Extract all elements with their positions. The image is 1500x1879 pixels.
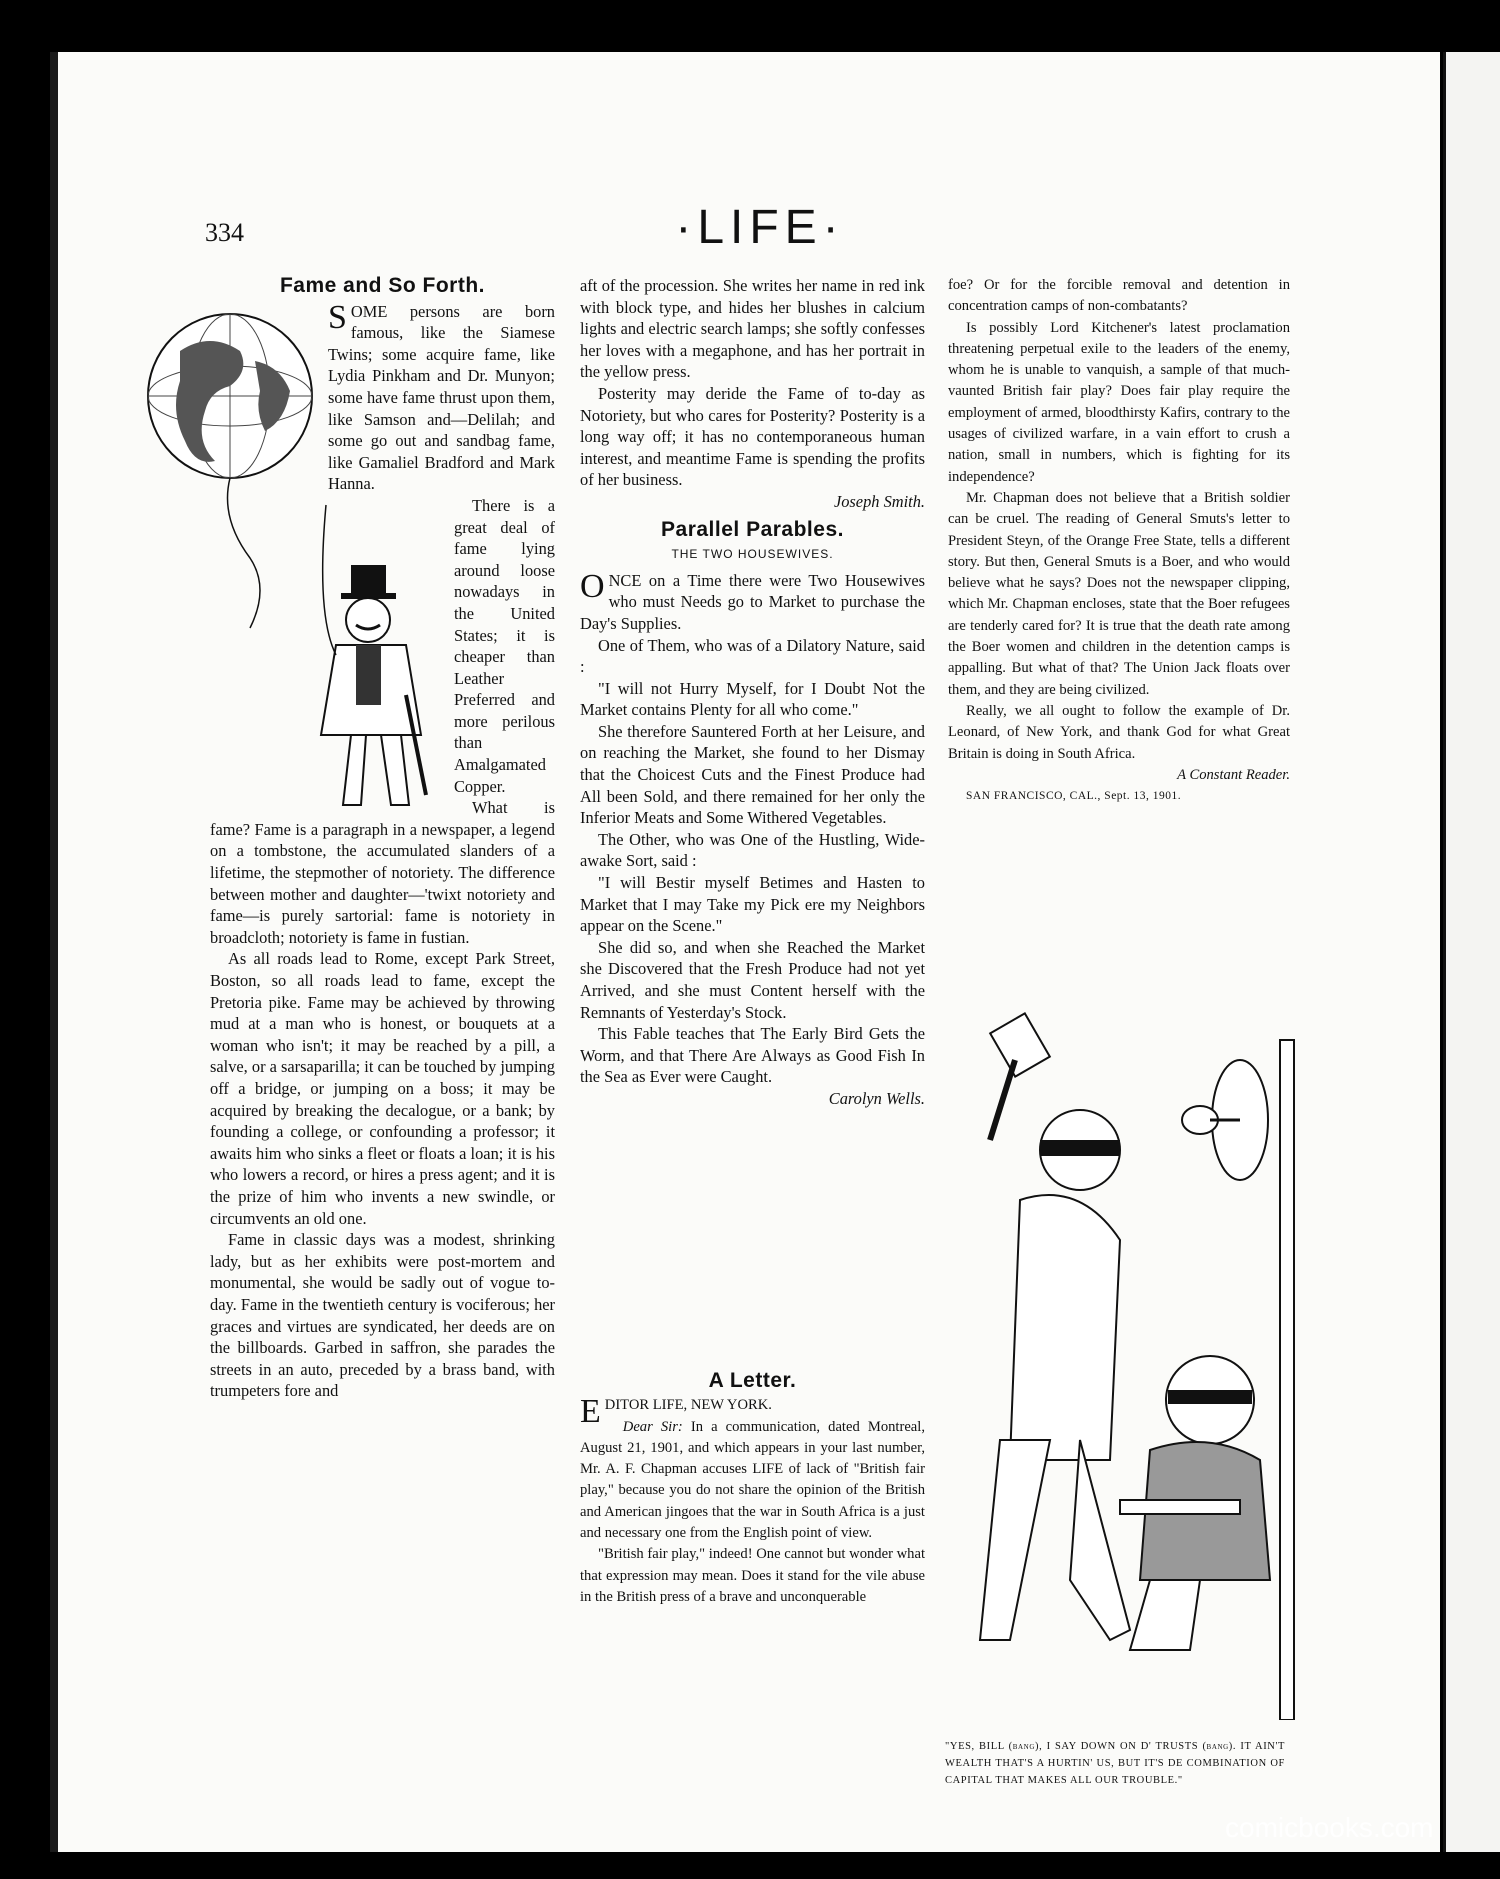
globe-balloon-illustration xyxy=(140,301,320,641)
parables-paragraph-4: She therefore Sauntered Forth at her Leisure, and on reaching the Market, she found to her Dismay that the Choicest Cuts and the Finest Produce had All been Sold, and there remained for her only the Inferior Meats and Some Withered Vegetables. xyxy=(580,721,925,828)
letter-paragraph-2: "British fair play," indeed! One cannot but wonder what that expression may mean. Does it stand for the vile abuse in the British press of a brave and unconquerable xyxy=(580,1546,925,1605)
article-title-parables: Parallel Parables. xyxy=(661,517,844,541)
dropcap-s: S xyxy=(328,298,347,336)
dropcap-e: E xyxy=(580,1393,601,1431)
column-2 xyxy=(580,275,925,1110)
parables-paragraph-2: One of Them, who was of a Dilatory Nature, said : xyxy=(580,635,925,677)
column-3 xyxy=(948,275,1290,807)
page-binding-edge xyxy=(50,52,58,1852)
letter-paragraph-5: Mr. Chapman does not believe that a British soldier can be cruel. The reading of General Smuts's letter to President Steyn, of the Orange Free State, tells a different story. But then, General Smuts is a Boer, and who would believe what he says? Does not the newspaper clipping, which Mr. Chapman encloses, state that the Boer refugees are tenderly cared for? It is true that the death rate among the Boer women and children in the detention camps is appalling. But what of that? The Union Jack floats over them, and they are being civilized. xyxy=(948,489,1290,698)
letter-signature: A Constant Reader. xyxy=(1177,766,1290,783)
parables-signature: Carolyn Wells. xyxy=(828,1088,925,1108)
letter-paragraph-4: Is possibly Lord Kitchener's latest proclamation threatening perpetual exile to the leaders of the enemy, whom he is unable to vanquish, a sample of that much-vaunted British fair play? Does fair play require the employment of armed, bloodthirsty Kafirs, contrary to the usages of civilized warfare, in a vain effort to crush a nation, small in numbers, which is fighting for its independence? xyxy=(948,319,1290,485)
article-title-fame: Fame and So Forth. xyxy=(279,274,485,297)
column-1 xyxy=(210,275,555,1402)
site-watermark: comicbooks.com xyxy=(1225,1812,1434,1843)
parables-paragraph-5: The Other, who was One of the Hustling, Wide-awake Sort, said : xyxy=(580,829,925,871)
parables-paragraph-8: This Fable teaches that The Early Bird Gets the Worm, and that There Are Always as Good Fish In the Sea as Ever were Caught. xyxy=(580,1024,925,1087)
fame-paragraph-1: OME persons are born famous, like the Siamese Twins; some acquire fame, like Lydia Pinkham and Dr. Munyon; some have fame thrust upon them, like Samson and—Delilah; and some go out and sandbag fame, like Gamaliel Bradford and Mark Hanna. xyxy=(328,301,555,494)
parables-paragraph-1: NCE on a Time there were Two Housewives who must Needs go to Market to purchase the Day's Supplies. xyxy=(580,570,925,633)
dropcap-o: O xyxy=(580,567,605,605)
letter-paragraph-1: In a communication, dated Montreal, August 21, 1901, and which appears in your last number, Mr. A. F. Chapman accuses LIFE of lack of "British fair play," because you do not share the opinion of the British and American jingoes that the war in South Africa is a just and necessary one from the English point of view. xyxy=(580,1418,925,1542)
fame-paragraph-2: There is a great deal of fame lying around loose nowadays in the United States; it is cheaper than Leather Preferred and more perilous than Amalgamated Copper. xyxy=(454,495,555,796)
letter-paragraph-6: Really, we all ought to follow the example of Dr. Leonard, of New York, and thank God for what Great Britain is doing in South Africa. xyxy=(948,702,1290,762)
parables-paragraph-6: "I will Bestir myself Betimes and Hasten to Market that I may Take my Pick ere my Neighbors appear on the Scene." xyxy=(580,873,925,936)
letter-salutation: DITOR LIFE, NEW YORK. xyxy=(604,1397,772,1414)
letter-column-start xyxy=(580,1370,925,1608)
letter-dear-sir: Dear Sir: xyxy=(622,1418,683,1435)
page-number: 334 xyxy=(205,218,244,247)
fame-paragraph-3: What is fame? Fame is a paragraph in a newspaper, a legend on a tombstone, the accumulated slanders of a lifetime, the stepmother of notoriety. The difference between mother and daughter—'twixt notoriety and fame—is purely sartorial: fame is notoriety in broadcloth; notoriety is fame in fustian. xyxy=(210,798,555,947)
parables-subtitle: THE TWO HOUSEWIVES. xyxy=(671,547,834,562)
cartoon-caption: "YES, BILL (bang), I SAY DOWN ON D' TRUSTS (bang). IT AIN'T WEALTH THAT'S A HURTIN' US, BUT IT'S DE COMBINATION OF CAPITAL THAT MAKES ALL OUR TROUBLE." xyxy=(945,1741,1285,1786)
letter-place-date: SAN FRANCISCO, CAL., Sept. 13, 1901. xyxy=(966,790,1182,803)
dandy-man-illustration xyxy=(296,495,446,815)
parables-paragraph-7: She did so, and when she Reached the Market she Discovered that the Fresh Produce had not yet Arrived, and she must Content herself with the Remnants of Yesterday's Stock. xyxy=(580,937,925,1022)
next-page-edge xyxy=(1443,52,1500,1852)
fame-paragraph-5: Fame in classic days was a modest, shrinking lady, but as her exhibits were post-mortem and monumental, she would be sadly out of vogue to-day. Fame in the twentieth century is vociferous; her graces and virtues are syndicated, her deeds are on the billboards. Garbed in saffron, she parades the streets in an auto, preceded by a brass band, with trumpeters fore and xyxy=(210,1230,555,1401)
burglars-cartoon-illustration xyxy=(940,1000,1300,1720)
article-title-letter: A Letter. xyxy=(708,1369,797,1392)
fame-paragraph-6: aft of the procession. She writes her name in red ink with block type, and hides her blushes in calcium lights and electric search lamps; she softly confesses her loves with a megaphone, and has her portrait in the yellow press. xyxy=(580,276,925,382)
parables-paragraph-3: "I will not Hurry Myself, for I Doubt Not the Market contains Plenty for all who come." xyxy=(580,678,925,720)
fame-paragraph-4: As all roads lead to Rome, except Park Street, Boston, so all roads lead to fame, except the Pretoria pike. Fame may be achieved by throwing mud at a man who is honest, or bouquets at a woman who isn't; it may be reached by a pill, a salve, or a sarsaparilla; it can be touched by jumping off a bridge, or jumping on a boss; it may be acquired by breaking the decalogue, or a bank; by founding a college, or confounding a professor; it awaits him who sinks a fleet or floats a loan; it is his who lowers a record, or hires a press agent; and it is the prize of him who invents a new swindle, or circumvents an old one. xyxy=(210,949,556,1228)
fame-signature: Joseph Smith. xyxy=(833,491,925,511)
masthead-title: ·LIFE· xyxy=(675,201,845,254)
letter-paragraph-3: foe? Or for the forcible removal and detention in concentration camps of non-combatants? xyxy=(948,277,1290,315)
fame-paragraph-7: Posterity may deride the Fame of to-day as Notoriety, but who cares for Posterity? Posterity is a long way off; it has no contemporaneous human interest, and meantime Fame is spending the profits of her business. xyxy=(580,383,925,490)
